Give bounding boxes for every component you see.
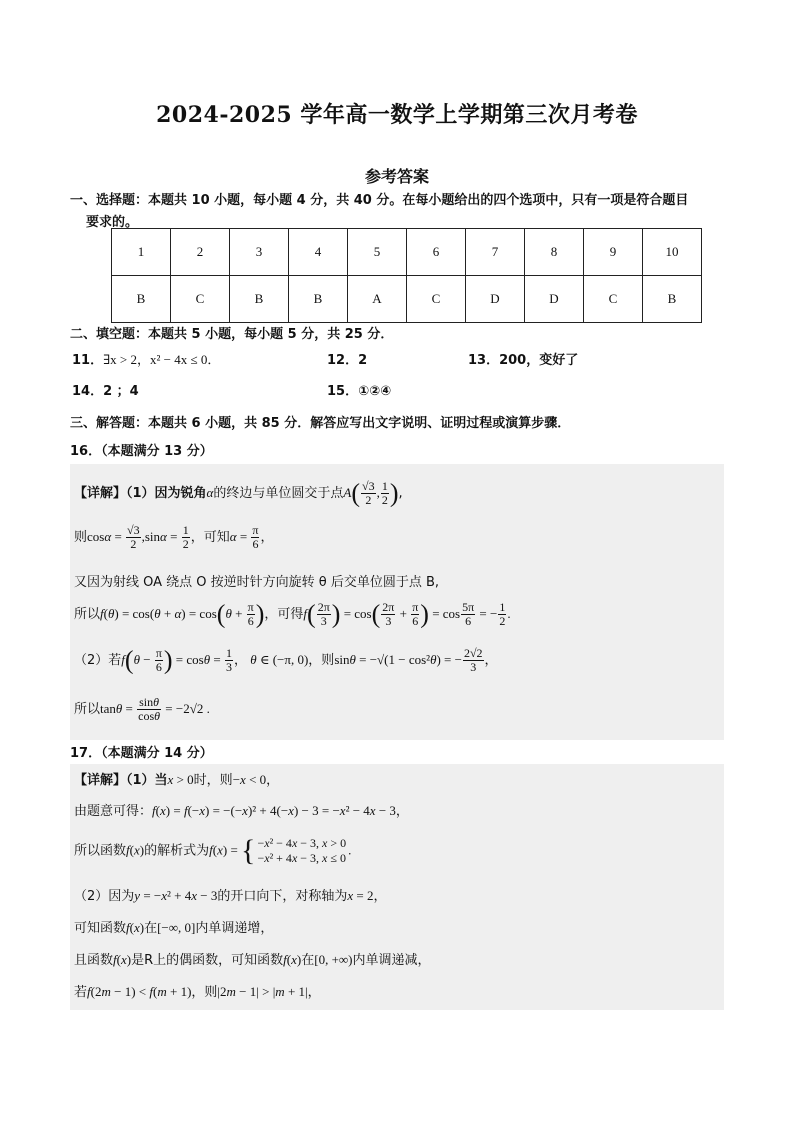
q17-line6: 且函数f(x)是R上的偶函数，可知函数f(x)在[0, +∞)内单调递减，: [74, 952, 431, 968]
q11-label: 11．: [72, 353, 104, 368]
q16-line4: 所以f(θ) = cos(θ + α) = cos(θ + $\frac{\pi}{6}$ )，可得f( $\frac{2\pi}{3}$ ) = cos( $\frac{2\pi}{3}$ + $\frac{\pi}{6}$ ) = cos $\frac{5\pi}{6}$ = − $\frac{1}{2}$ .: [74, 599, 511, 629]
answer-cell: B: [289, 276, 348, 323]
q17-line1: 【详解】（1）当x > 0时，则−x < 0，: [74, 772, 280, 788]
answer-cell: B: [643, 276, 702, 323]
answer-table-numbers-row: [112, 229, 702, 276]
q17-l1-prefix: 【详解】（1）当: [74, 773, 168, 788]
q17-line4: （2）因为y = −x² + 4x − 3的开口向下，对称轴为x = 2，: [74, 888, 387, 904]
q16-l4-prefix: 所以: [74, 607, 101, 622]
q17-l7-prefix: 若: [74, 985, 88, 1000]
q17-l4-prefix: （2）因为: [74, 889, 135, 904]
answer-cell: B: [230, 276, 289, 323]
question-number-cell: 6: [407, 229, 466, 276]
q17-l6-mid: 是R上的偶函数，可知函数: [131, 953, 284, 968]
q16-line2: 则cosα = $\frac{√3}{2}$ ,sinα = $\frac{1}{2}$ ，可知α = $\frac{\pi}{6}$ ，: [74, 523, 274, 551]
q16-line3: 又因为射线 OA 绕点 O 按逆时针方向旋转 θ 后交单位圆于点 B,: [74, 575, 440, 590]
q17-l5-prefix: 可知函数: [74, 921, 127, 936]
answer-cell: C: [171, 276, 230, 323]
q17-l2-prefix: 由题意可得：: [74, 804, 153, 819]
question-number-cell: 5: [348, 229, 407, 276]
question-number-cell: 2: [171, 229, 230, 276]
q11: [72, 349, 220, 368]
q17-solution-box: [70, 764, 724, 1010]
q15-label: 15．: [327, 384, 359, 399]
question-number-cell: 4: [289, 229, 348, 276]
q16-line6: 所以tanθ = $\frac{\sin\theta}{\cos\theta}$ = −2√2 .: [74, 695, 210, 723]
q17-heading: 17．（本题满分 14 分）: [70, 746, 213, 761]
q12: [327, 349, 367, 368]
section3-heading: 三、解答题：本题共 6 小题，共 85 分．解答应写出文字说明、证明过程或演算步骤．: [70, 416, 571, 431]
q17-l3-mid: 的解析式为: [144, 843, 210, 859]
question-number-cell: 3: [230, 229, 289, 276]
q16-l4-mid: ，可得: [264, 607, 304, 622]
q17-line3: 所以函数f(x)的解析式为f(x) = { −x² − 4x − 3, x > 0 −x² + 4x − 3, x ≤ 0 .: [74, 834, 352, 867]
q16-l5-prefix: （2）若: [74, 653, 122, 668]
answer-table-answers-row: [112, 276, 702, 323]
q16-heading: 16．（本题满分 13 分）: [70, 444, 213, 459]
q14-label: 14．: [72, 384, 104, 399]
answer-cell: A: [348, 276, 407, 323]
q16-line1: 【详解】（1）因为锐角α的终边与单位圆交于点A( $\frac{√3}{2}$ , $\frac{1}{2}$ ),: [74, 478, 403, 508]
q17-l3-prefix: 所以函数: [74, 843, 127, 859]
question-number-cell: 8: [525, 229, 584, 276]
q17-line7: 若f(2m − 1) < f(m + 1)，则|2m − 1| > |m + 1|，: [74, 984, 321, 1000]
q11-answer: ∃x > 2，x² − 4x ≤ 0．: [103, 352, 221, 367]
section2-heading: 二、填空题：本题共 5 小题，每小题 5 分，共 25 分．: [70, 327, 394, 342]
q14-answer: 2 ；4: [103, 384, 139, 399]
answer-cell: C: [407, 276, 466, 323]
q17-l1-mid: 时，则: [193, 773, 233, 788]
q13: [468, 349, 578, 368]
question-number-cell: 9: [584, 229, 643, 276]
q16-l1-mid: 的终边与单位圆交于点: [213, 486, 344, 501]
q16-l2-prefix: 则: [74, 530, 88, 545]
q17-line2: 由题意可得：f(x) = f(−x) = −(−x)² + 4(−x) − 3 = −x² − 4x − 3，: [74, 803, 409, 819]
question-number-cell: 10: [643, 229, 702, 276]
answer-table: [111, 228, 702, 323]
q16-solution-box: [70, 464, 724, 740]
section1-heading-line1: 一、选择题：本题共 10 小题，每小题 4 分，共 40 分。在每小题给出的四个选项中，只有一项是符合题目: [70, 193, 689, 208]
q14: [72, 380, 139, 399]
answer-cell: B: [112, 276, 171, 323]
q16-l5-mid: ，则: [308, 653, 335, 668]
q15-answer: ①②④: [358, 384, 392, 399]
q16-l2-mid: ，可知: [190, 530, 230, 545]
question-number-cell: 1: [112, 229, 171, 276]
q16-l6-prefix: 所以: [74, 702, 101, 717]
answer-cell: D: [525, 276, 584, 323]
q12-answer: 2: [358, 353, 368, 368]
q17-l5-mid: 内单调递增，: [195, 921, 274, 936]
answer-key-subtitle: 参考答案: [364, 167, 429, 186]
page-title: 2024-2025 学年高一数学上学期第三次月考卷: [156, 102, 638, 128]
answer-cell: C: [584, 276, 643, 323]
q17-line5: 可知函数f(x)在[−∞, 0]内单调递增，: [74, 920, 274, 936]
answer-cell: D: [466, 276, 525, 323]
q13-answer: 200，变好了: [499, 353, 579, 368]
q17-l7-mid: ，则: [191, 985, 218, 1000]
q16-l1-prefix: 【详解】（1）因为锐角: [74, 486, 207, 501]
q12-label: 12．: [327, 353, 359, 368]
question-number-cell: 7: [466, 229, 525, 276]
q13-label: 13．: [468, 353, 500, 368]
q17-l6-end: 内单调递减，: [352, 953, 431, 968]
q15: [327, 380, 391, 399]
q17-l6-prefix: 且函数: [74, 953, 114, 968]
section1-heading-line2: 要求的。: [86, 215, 139, 230]
q17-l4-mid: 的开口向下，对称轴为: [217, 889, 348, 904]
q16-line5: （2）若f(θ − $\frac{\pi}{6}$ ) = cosθ = $\frac{1}{3}$ ， θ ∈ (−π, 0)，则sinθ = −√(1 − cos²θ) = − $\frac{2√2}{3}$ ，: [74, 645, 498, 675]
